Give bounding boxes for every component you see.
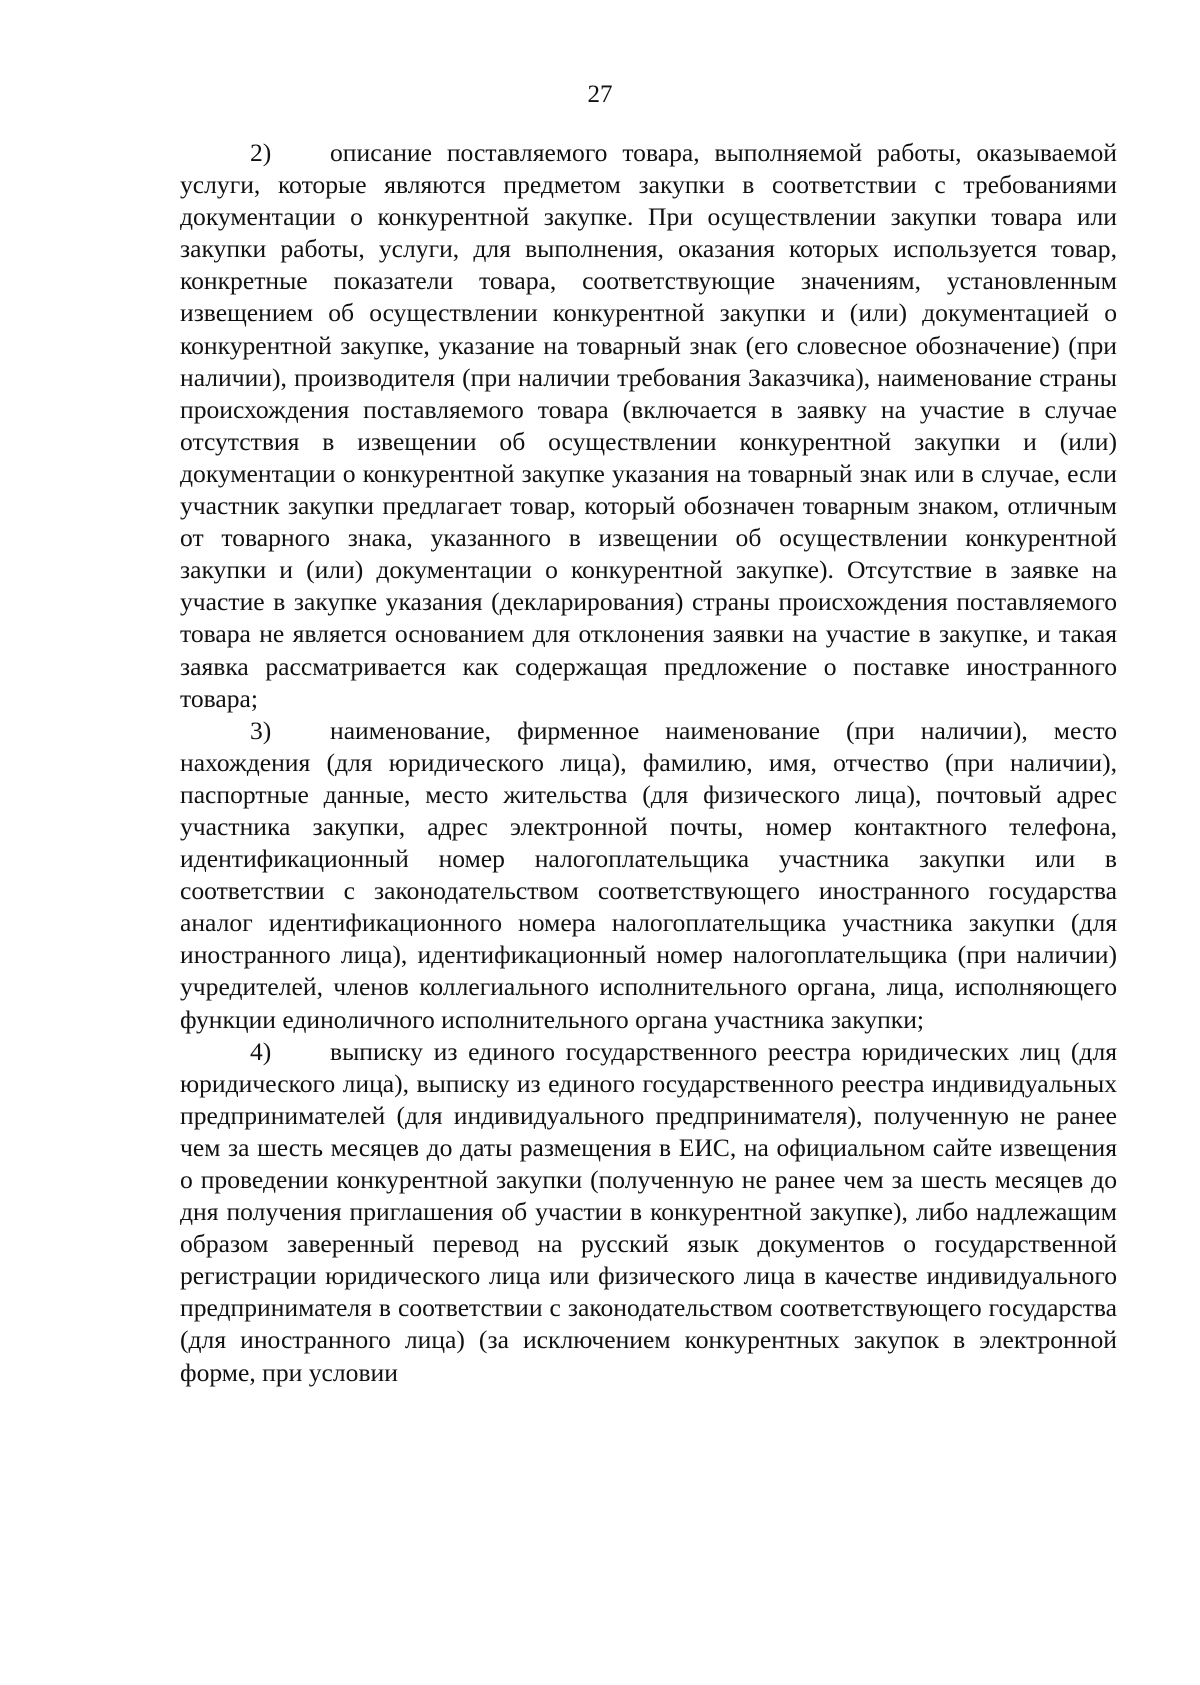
item-number: 3)	[250, 715, 272, 745]
document-body	[180, 137, 1117, 1389]
list-item-4	[180, 1036, 1117, 1389]
item-number: 4)	[250, 1036, 272, 1066]
item-text: наименование, фирменное наименование (при наличии), место нахождения (для юридического лица), фамилию, имя, отчество (при наличии), паспортные данные, место жительства (для физического лица), почтовый адрес участника закупки, адрес электронной почты, номер контактного телефона, идентификационный номер налогоплательщика участника закупки или в соответствии с законодательством соответствующего иностранного государства аналог идентификационного номера налогоплательщика участника закупки (для иностранного лица), идентификационный номер налогоплательщика (при наличии) учредителей, членов коллегиального исполнительного органа, лица, исполняющего функции единоличного исполнительного органа участника закупки;	[180, 715, 1117, 1034]
page-number: 27	[587, 81, 613, 108]
item-number: 2)	[250, 138, 272, 167]
item-text: описание поставляемого товара, выполняемой работы, оказываемой услуги, которые являются предметом закупки в соответствии с требованиями документации о конкурентной закупке. При осуществлении закупки товара или закупки работы, услуги, для выполнения, оказания которых используется товар, конкретные показатели товара, соответствующие значениям, установленным извещением об осуществлении конкурентной закупки и (или) документацией о конкурентной закупке, указание на товарный знак (его словесное обозначение) (при наличии), производителя (при наличии требования Заказчика), наименование страны происхождения поставляемого товара (включается в заявку на участие в случае отсутствия в извещении об осуществлении конкурентной закупки и (или) документации о конкурентной закупке указания на товарный знак или в случае, если участник закупки предлагает товар, который обозначен товарным знаком, отличным от товарного знака, указанного в извещении об осуществлении конкурентной закупки и (или) документации о конкурентной закупке). Отсутствие в заявке на участие в закупке указания (декларирования) страны происхождения поставляемого товара не является основанием для отклонения заявки на участие в закупке, и такая заявка рассматривается как содержащая предложение о поставке иностранного товара;	[180, 138, 1117, 713]
item-text: выписку из единого государственного реестра юридических лиц (для юридического лица), выписку из единого государственного реестра индивидуальных предпринимателей (для индивидуального предпринимателя), полученную не ранее чем за шесть месяцев до даты размещения в ЕИС, на официальном сайте извещения о проведении конкурентной закупки (полученную не ранее чем за шесть месяцев до дня получения приглашения об участии в конкурентной закупке), либо надлежащим образом заверенный перевод на русский язык документов о государственной регистрации юридического лица или физического лица в качестве индивидуального предпринимателя в соответствии с законодательством соответствующего государства (для иностранного лица) (за исключением конкурентных закупок в электронной форме, при условии	[180, 1036, 1117, 1387]
list-item-3	[180, 715, 1117, 1036]
list-item-2	[180, 137, 1117, 715]
